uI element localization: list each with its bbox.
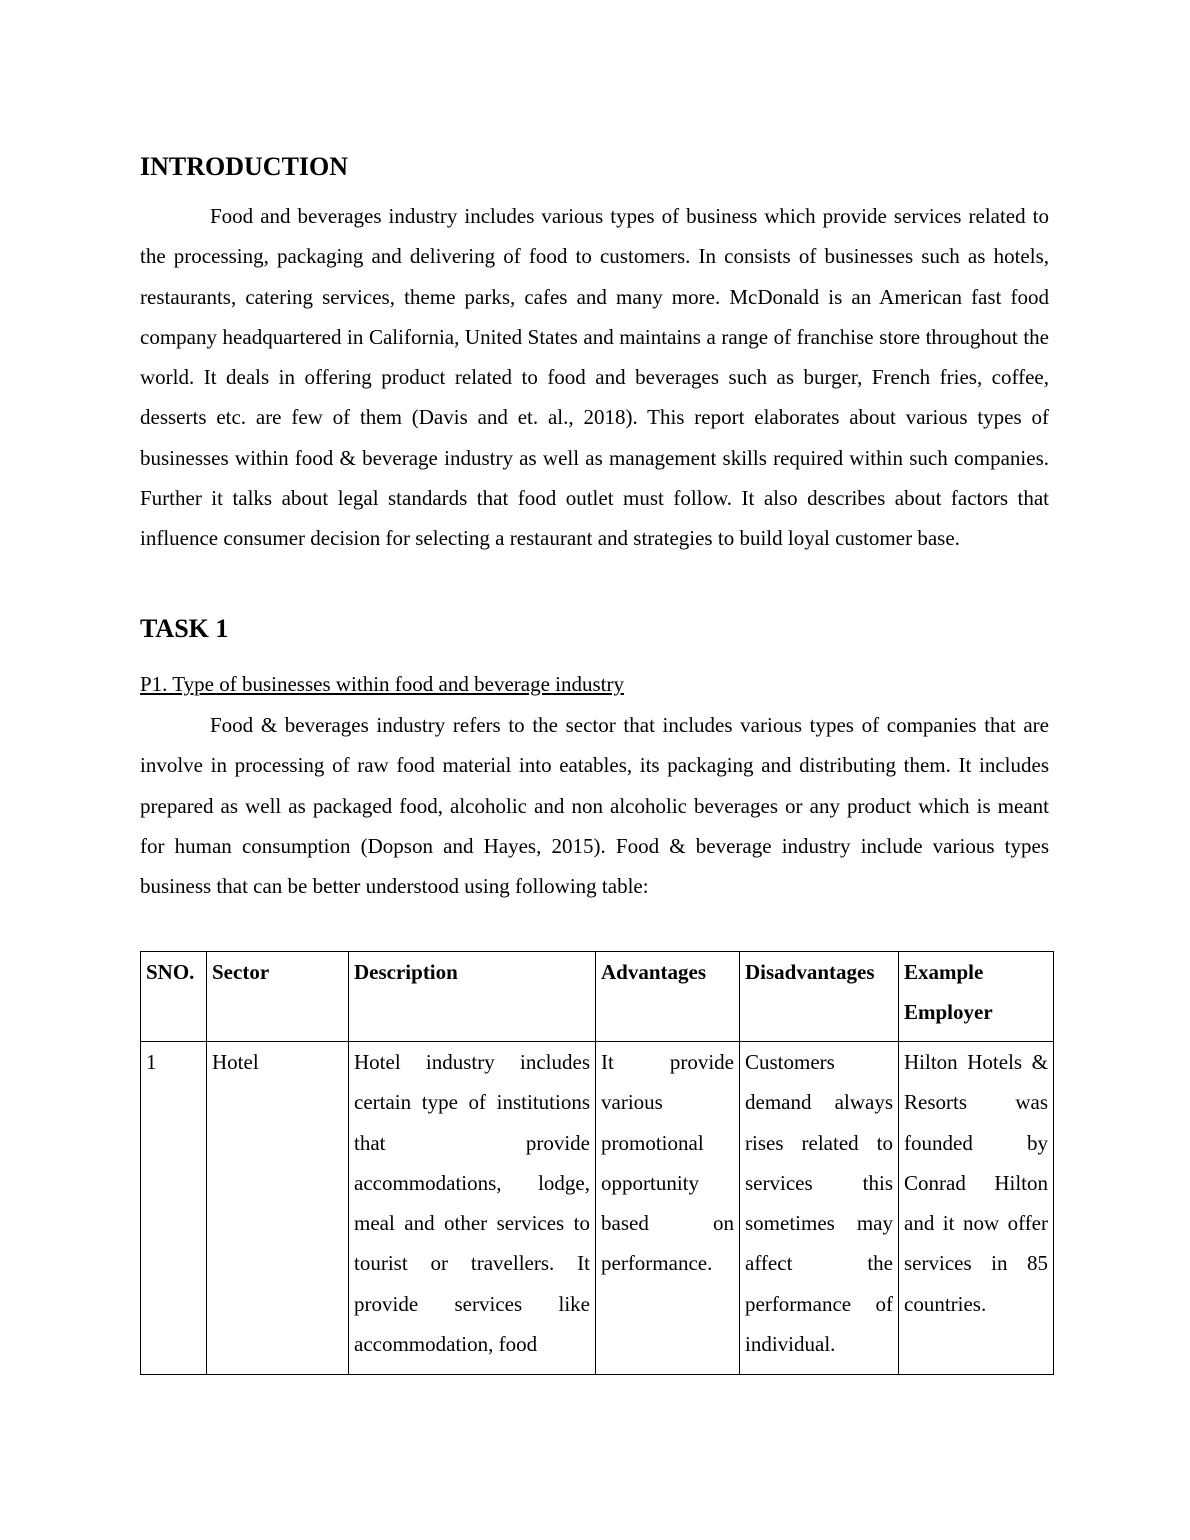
cell-example-employer: Hilton Hotels & Resorts was founded by Conrad Hilton and it now offer services in 85 countries. (899, 1042, 1054, 1375)
p1-paragraph: Food & beverages industry refers to the sector that includes various types of companies that are involve in processing of raw food material into eatables, its packaging and distributing them. It includes prepared as well as packaged food, alcoholic and non alcoholic beverages or any product which is meant for human consumption (Dopson and Hayes, 2015). Food & beverage industry include various types business that can be better understood using following table: (140, 713, 1049, 899)
table-header-row (141, 952, 1054, 1042)
introduction-section (140, 196, 1049, 559)
introduction-paragraph: Food and beverages industry includes various types of business which provide services related to the processing, packaging and delivering of food to customers. In consists of businesses such as hotels, restaurants, catering services, theme parks, cafes and many more. McDonald is an American fast food company headquartered in California, United States and maintains a range of franchise store throughout the world. It deals in offering product related to food and beverages such as burger, French fries, coffee, desserts etc. are few of them (Davis and et. al., 2018). This report elaborates about various types of businesses within food & beverage industry as well as management skills required within such companies. Further it talks about legal standards that food outlet must follow. It also describes about factors that influence consumer decision for selecting a restaurant and strategies to build loyal customer base. (140, 204, 1049, 551)
cell-sector: Hotel (207, 1042, 349, 1375)
p1-subheading: P1. Type of businesses within food and beverage industry (140, 672, 624, 696)
introduction-heading: INTRODUCTION (140, 152, 349, 181)
cell-advantages: It provide various promotional opportunity based on performance. (596, 1042, 740, 1375)
header-disadvantages: Disadvantages (740, 952, 899, 1042)
header-advantages: Advantages (596, 952, 740, 1042)
table-row (141, 1042, 1054, 1375)
cell-description: Hotel industry includes certain type of institutions that provide accommodations, lodge, meal and other services to tourist or travellers. It provide services like accommodation, food (349, 1042, 596, 1375)
p1-section (140, 705, 1049, 906)
header-sector: Sector (207, 952, 349, 1042)
cell-disadvantages: Customers demand always rises related to services this sometimes may affect the performance of individual. (740, 1042, 899, 1375)
header-sno: SNO. (141, 952, 207, 1042)
header-example-employer: Example Employer (899, 952, 1054, 1042)
business-types-table (140, 951, 1054, 1375)
header-description: Description (349, 952, 596, 1042)
cell-sno: 1 (141, 1042, 207, 1375)
task-1-heading: TASK 1 (140, 614, 229, 643)
